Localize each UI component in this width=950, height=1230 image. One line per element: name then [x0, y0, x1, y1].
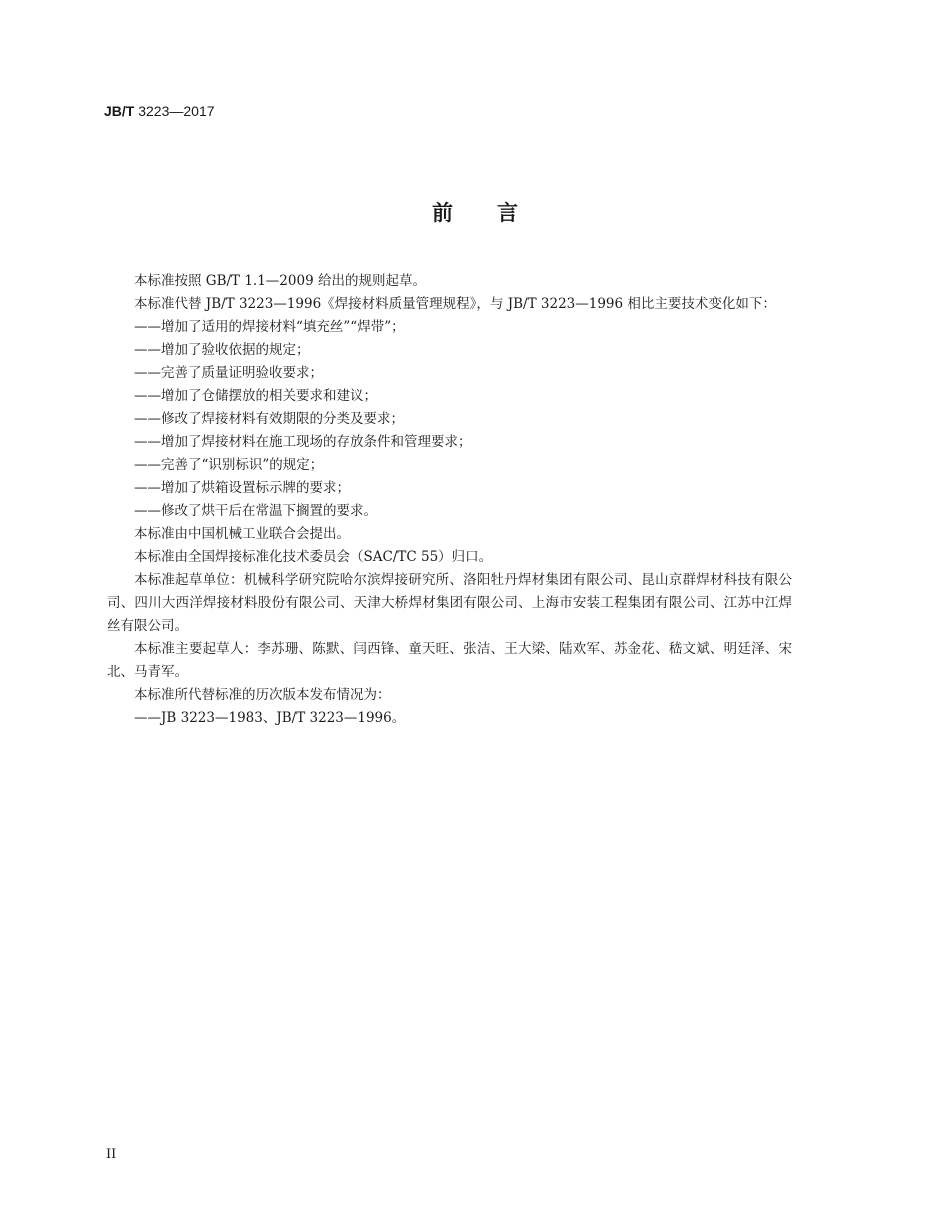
paragraph-drafting-units: 本标准起草单位：机械科学研究院哈尔滨焊接研究所、洛阳牡丹焊材集团有限公司、昆山京群焊材科技有限公司、四川大西洋焊接材料股份有限公司、天津大桥焊材集团有限公司、上海市安装工程集团有限公司、江苏中江焊丝有限公司。	[107, 572, 792, 634]
standard-code-header	[104, 101, 215, 121]
change-list-item: ——完善了“识别标识”的规定；	[134, 457, 324, 473]
version-history-item: ——JB 3223—1983、JB/T 3223—1996。	[134, 710, 406, 726]
change-list-item: ——修改了焊接材料有效期限的分类及要求；	[134, 411, 404, 427]
paragraph-drafting-rules: 本标准按照 GB/T 1.1—2009 给出的规则起草。	[134, 273, 426, 289]
standard-code-prefix: JB/T	[104, 103, 135, 119]
foreword-body	[107, 270, 792, 730]
change-list-item: ——增加了烘箱设置标示牌的要求；	[134, 480, 350, 496]
change-list-item: ——增加了焊接材料在施工现场的存放条件和管理要求；	[134, 434, 472, 450]
page-number: II	[106, 1147, 117, 1162]
standard-code-number: 3223—2017	[134, 103, 215, 119]
paragraph-version-history: 本标准所代替标准的历次版本发布情况为：	[134, 687, 391, 703]
change-list-item: ——修改了烘干后在常温下搁置的要求。	[134, 503, 377, 519]
change-list-item: ——完善了质量证明验收要求；	[134, 365, 323, 381]
paragraph-committee: 本标准由全国焊接标准化技术委员会（SAC/TC 55）归口。	[134, 549, 493, 565]
change-list-item: ——增加了适用的焊接材料“填充丝”“焊带”；	[134, 319, 405, 335]
change-list-item: ——增加了仓储摆放的相关要求和建议；	[134, 388, 377, 404]
page-title: 前言	[432, 201, 562, 225]
change-list-item: ——增加了验收依据的规定；	[134, 342, 310, 358]
paragraph-replacement: 本标准代替 JB/T 3223—1996《焊接材料质量管理规程》，与 JB/T 3223—1996 相比主要技术变化如下：	[134, 296, 776, 312]
paragraph-drafters: 本标准主要起草人：李苏珊、陈默、闫西锋、童天旺、张洁、王大梁、陆欢军、苏金花、嵇文斌、明廷泽、宋北、马青军。	[107, 641, 792, 680]
paragraph-proposer: 本标准由中国机械工业联合会提出。	[134, 526, 350, 542]
